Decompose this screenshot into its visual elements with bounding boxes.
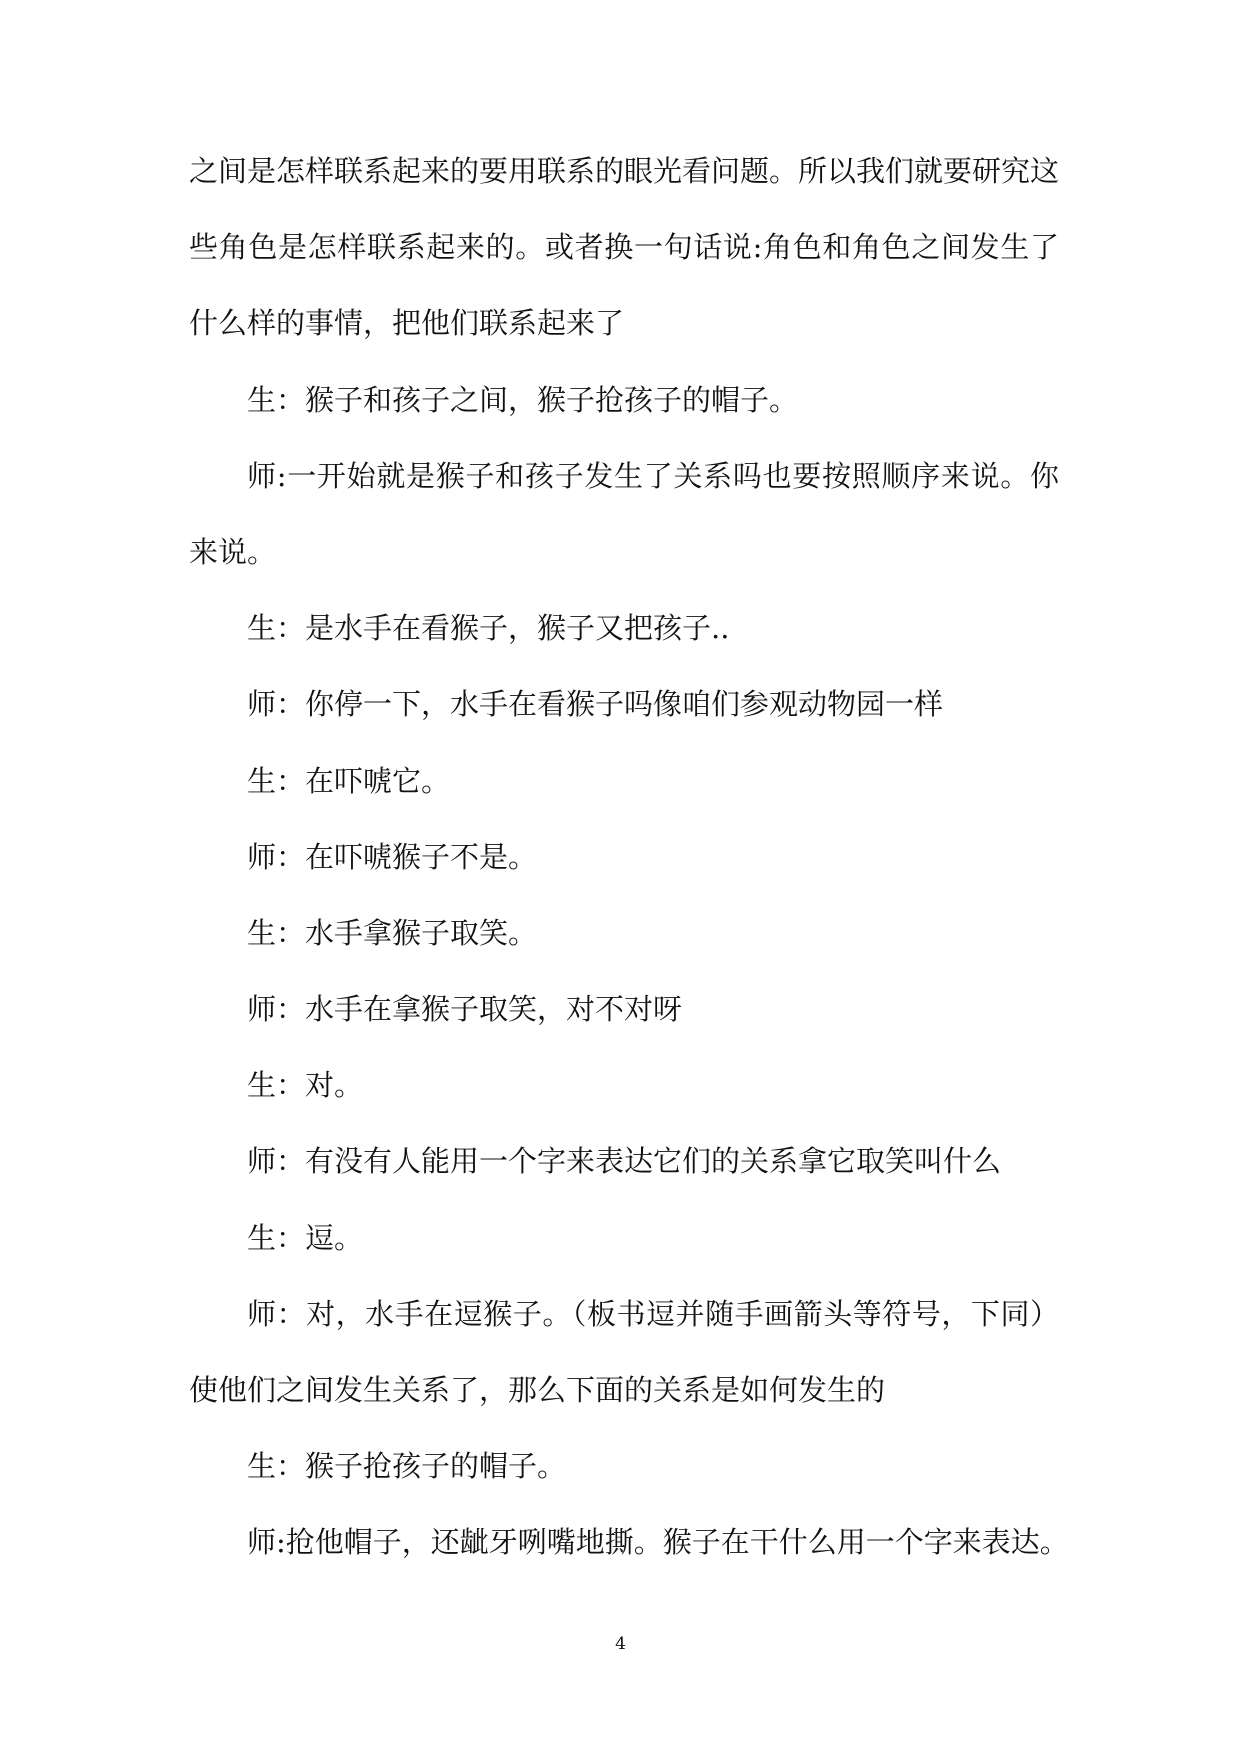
- text-line: 师：对，水手在逗猴子。（板书逗并随手画箭头等符号，下同）: [247, 1296, 1059, 1331]
- text-line: 师:抢他帽子，还龇牙咧嘴地撕。猴子在干什么用一个字来表达。: [247, 1525, 1069, 1560]
- text-line: 师：水手在拿猴子取笑，对不对呀: [247, 992, 683, 1027]
- text-line: 些角色是怎样联系起来的。或者换一句话说:角色和角色之间发生了: [189, 230, 1059, 265]
- text-line: 生：猴子和孩子之间，猴子抢孩子的帽子。: [247, 382, 799, 417]
- paragraph: [189, 1047, 1059, 1123]
- text-line: 生：对。: [247, 1068, 364, 1103]
- text-line: 什么样的事情，把他们联系起来了: [189, 306, 625, 341]
- paragraph: [189, 743, 1059, 819]
- paragraph: [189, 1123, 1059, 1199]
- paragraph: [189, 438, 1059, 590]
- paragraph: [189, 133, 1059, 362]
- paragraph: [189, 895, 1059, 971]
- document-body: [189, 133, 1069, 1581]
- paragraph: [189, 362, 1059, 438]
- paragraph: [189, 971, 1059, 1047]
- paragraph: [189, 1276, 1059, 1428]
- paragraph: [189, 819, 1059, 895]
- text-line: 生：水手拿猴子取笑。: [247, 915, 538, 950]
- text-line: 生：是水手在看猴子，猴子又把孩子..: [247, 611, 730, 646]
- paragraph: [189, 1504, 1069, 1580]
- text-line: 生：猴子抢孩子的帽子。: [247, 1449, 567, 1484]
- text-line: 师：有没有人能用一个字来表达它们的关系拿它取笑叫什么: [247, 1144, 1002, 1179]
- text-line: 生：在吓唬它。: [247, 763, 451, 798]
- text-line: 生：逗。: [247, 1220, 364, 1255]
- text-line: 使他们之间发生关系了，那么下面的关系是如何发生的: [189, 1373, 886, 1407]
- paragraph: [189, 590, 1059, 666]
- text-line: 师:一开始就是猴子和孩子发生了关系吗也要按照顺序来说。你: [247, 458, 1059, 493]
- paragraph: [189, 666, 1059, 742]
- text-line: 之间是怎样联系起来的要用联系的眼光看问题。所以我们就要研究这: [189, 154, 1060, 188]
- paragraph: [189, 1428, 1059, 1504]
- text-line: 师：在吓唬猴子不是。: [247, 839, 538, 874]
- text-line: 师：你停一下，水手在看猴子吗像咱们参观动物园一样: [247, 687, 944, 722]
- paragraph: [189, 1200, 1059, 1276]
- text-line: 来说。: [189, 534, 277, 569]
- page-number: 4: [615, 1634, 626, 1654]
